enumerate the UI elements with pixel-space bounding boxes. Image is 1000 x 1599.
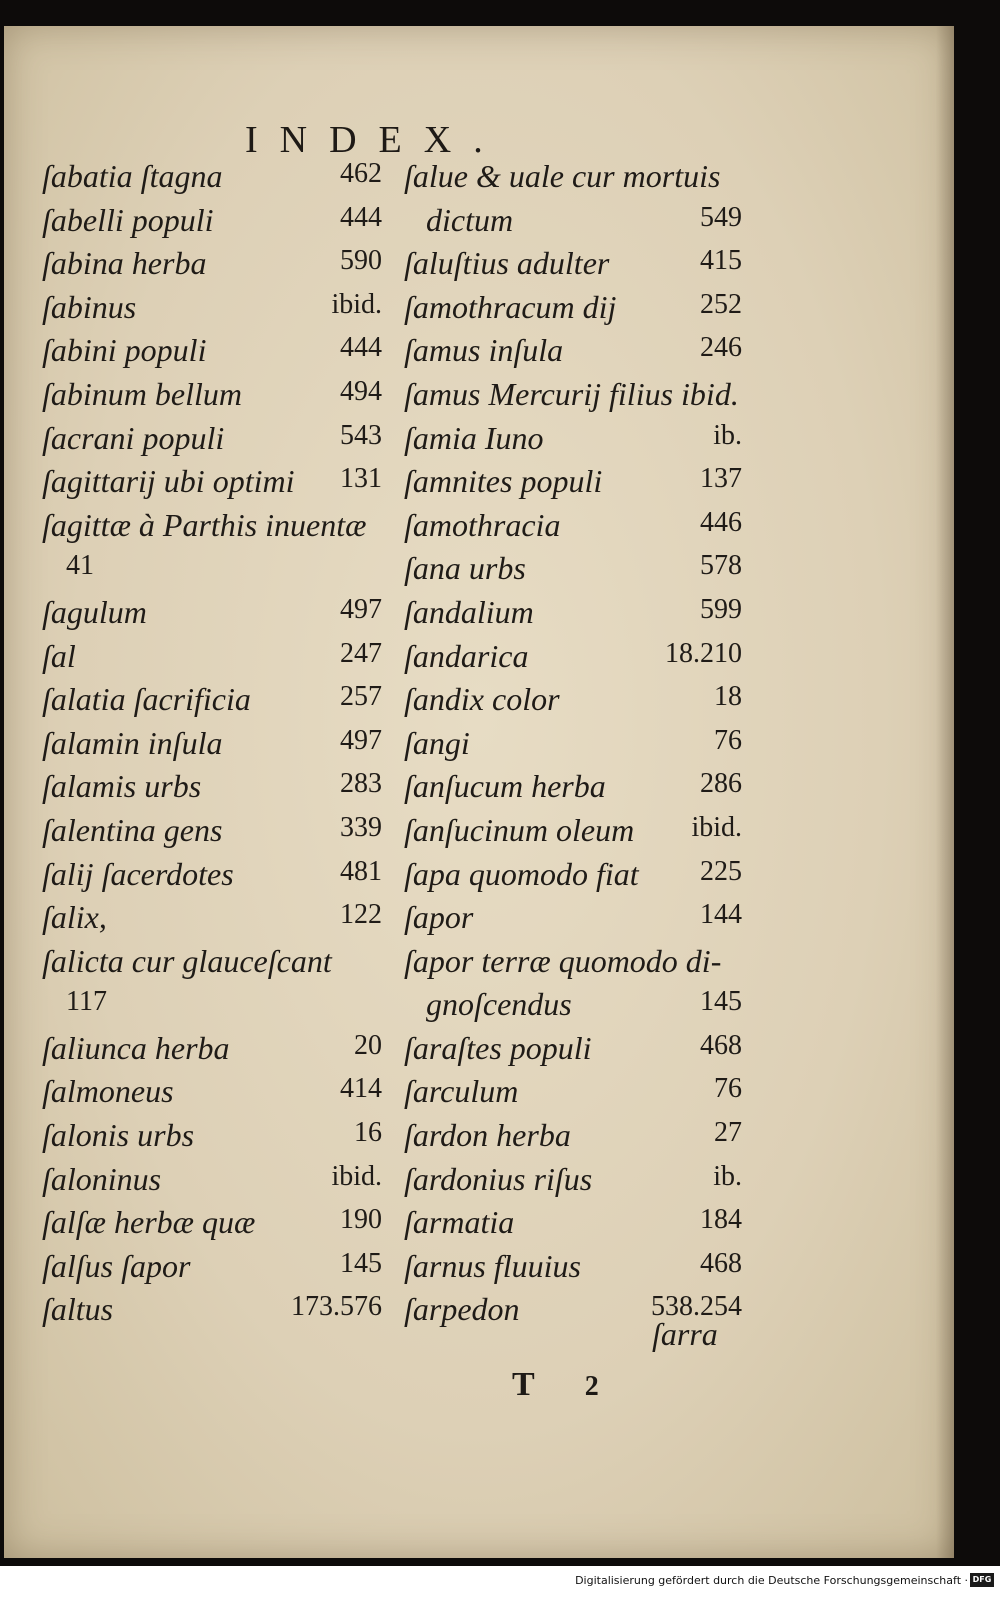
index-entry: [42, 202, 382, 246]
index-entry: [404, 1204, 742, 1248]
entry-term: ſalmoneus: [42, 1073, 174, 1110]
entry-term: ſacrani populi: [42, 419, 225, 456]
signature-number: 2: [584, 1371, 599, 1402]
entry-page-ref: 538.254: [651, 1291, 742, 1323]
index-entry: [42, 725, 382, 769]
entry-term: ſamothracia: [404, 506, 561, 543]
index-entry: [42, 1161, 382, 1205]
entry-term: ſabini populi: [42, 332, 207, 369]
index-entry: [42, 1291, 382, 1335]
catchword: ſarra: [652, 1316, 718, 1352]
entry-term: ſagittarij ubi optimi: [42, 463, 295, 500]
entry-page-ref: 20: [354, 1029, 382, 1061]
index-entry: [404, 638, 742, 682]
entry-page-ref: 76: [714, 724, 742, 756]
entry-page-ref: 145: [340, 1247, 382, 1279]
entry-page-ref: 76: [714, 1073, 742, 1105]
index-entry: [404, 202, 742, 246]
entry-page-ref: 16: [354, 1117, 382, 1149]
entry-page-ref: 339: [340, 811, 382, 843]
entry-term: ſalſus ſapor: [42, 1247, 191, 1284]
index-entry: [404, 158, 742, 202]
entry-term: ſalonis urbs: [42, 1117, 195, 1154]
entry-term: ſalix,: [42, 899, 107, 936]
index-entry: [42, 1073, 382, 1117]
entry-term: ſalamis urbs: [42, 768, 202, 805]
entry-page-ref: 497: [340, 593, 382, 625]
entry-term: ſapor terræ quomodo di-: [404, 942, 722, 979]
entry-term: ſanſucum herba: [404, 768, 606, 805]
index-entry: [42, 1030, 382, 1074]
entry-page-ref: 252: [700, 288, 742, 320]
index-entry: [404, 245, 742, 289]
index-entry: [404, 725, 742, 769]
entry-term: ſalicta cur glauceſcant: [42, 942, 332, 979]
entry-page-ref: 446: [700, 506, 742, 538]
index-entry: [404, 1030, 742, 1074]
entry-page-ref: 18: [714, 681, 742, 713]
index-entry: [42, 812, 382, 856]
entry-term: ſamia Iuno: [404, 419, 544, 456]
index-entry: [42, 986, 382, 1030]
entry-term: ſal: [42, 637, 76, 674]
index-entry: [42, 463, 382, 507]
page-edge-shadow: [936, 26, 954, 1558]
index-entry: [42, 594, 382, 638]
entry-term: ſardon herba: [404, 1117, 571, 1154]
entry-page-ref: 286: [700, 768, 742, 800]
entry-page-ref: 41: [66, 550, 94, 582]
index-entry: [404, 550, 742, 594]
index-entry: [42, 550, 382, 594]
index-entry: [404, 1248, 742, 1292]
entry-term: ſaliunca herba: [42, 1029, 230, 1066]
entry-term: ſalſæ herbæ quæ: [42, 1204, 256, 1241]
entry-term: ſabatia ſtagna: [42, 158, 223, 194]
entry-page-ref: 497: [340, 724, 382, 756]
entry-term: ſaloninus: [42, 1160, 162, 1197]
index-entry: [42, 245, 382, 289]
page-header: INDEX.: [245, 119, 505, 161]
entry-page-ref: 173.576: [291, 1291, 382, 1323]
signature-letter: T: [512, 1366, 535, 1403]
index-entry: [42, 1248, 382, 1292]
entry-page-ref: 444: [340, 332, 382, 364]
index-entry: [404, 986, 742, 1030]
entry-term: ſamnites populi: [404, 463, 603, 500]
dfg-logo: DFG: [970, 1573, 994, 1587]
footer-credit: Digitalisierung gefördert durch die Deutsche Forschungsgemeinschaft ·: [575, 1574, 968, 1587]
entry-term: ſangi: [404, 724, 470, 761]
index-entry: [404, 289, 742, 333]
index-entry: [404, 463, 742, 507]
entry-page-ref: 18.210: [665, 637, 742, 669]
entry-term: ſalamin inſula: [42, 724, 223, 761]
index-entry: [42, 158, 382, 202]
entry-term: ſabinus: [42, 288, 137, 325]
entry-page-ref: 468: [700, 1247, 742, 1279]
index-entry: [42, 856, 382, 900]
index-entry: [404, 1073, 742, 1117]
entry-page-ref: 481: [340, 855, 382, 887]
entry-page-ref: 549: [700, 201, 742, 233]
entry-term: ſagulum: [42, 593, 147, 630]
entry-page-ref: ibid.: [331, 288, 382, 320]
entry-term: ſarnus fluuius: [404, 1247, 581, 1284]
entry-page-ref: 137: [700, 463, 742, 495]
index-entry: [42, 943, 382, 987]
entry-term: ſamothracum dij: [404, 288, 617, 325]
entry-term: ſanſucinum oleum: [404, 811, 635, 848]
entry-term: ſagittæ à Parthis inuentæ: [42, 506, 367, 543]
entry-page-ref: ibid.: [331, 1160, 382, 1192]
index-entry: [404, 812, 742, 856]
index-entry: [42, 1204, 382, 1248]
entry-page-ref: 225: [700, 855, 742, 887]
entry-term: ſaluſtius adulter: [404, 245, 610, 282]
entry-page-ref: 578: [700, 550, 742, 582]
entry-page-ref: ib.: [713, 1160, 742, 1192]
signature-mark: [512, 1366, 599, 1404]
entry-page-ref: 599: [700, 593, 742, 625]
entry-term: ſamus Mercurij filius ibid.: [404, 375, 739, 412]
entry-page-ref: 590: [340, 245, 382, 277]
index-entry: [404, 1161, 742, 1205]
index-entry: [404, 332, 742, 376]
entry-term: ſaltus: [42, 1291, 114, 1328]
index-entry: [42, 289, 382, 333]
entry-term: ſabinum bellum: [42, 375, 242, 412]
index-entry: [404, 376, 742, 420]
entry-page-ref: 444: [340, 201, 382, 233]
entry-page-ref: 246: [700, 332, 742, 364]
entry-page-ref: 145: [700, 986, 742, 1018]
entry-term: ſarpedon: [404, 1291, 520, 1328]
entry-term: ſarculum: [404, 1073, 519, 1110]
entry-term: ſana urbs: [404, 550, 526, 587]
entry-term: ſabelli populi: [42, 201, 214, 238]
index-entry: [42, 638, 382, 682]
entry-term: ſandix color: [404, 681, 560, 718]
entry-term: dictum: [426, 201, 514, 238]
index-entry: [404, 594, 742, 638]
index-entry: [42, 332, 382, 376]
entry-term: ſarmatia: [404, 1204, 515, 1241]
entry-term: ſalentina gens: [42, 811, 223, 848]
entry-page-ref: 494: [340, 375, 382, 407]
entry-page-ref: ibid.: [691, 811, 742, 843]
entry-term: ſaraſtes populi: [404, 1029, 592, 1066]
entry-page-ref: 184: [700, 1204, 742, 1236]
entry-term: ſalue & uale cur mortuis: [404, 158, 721, 194]
entry-page-ref: 122: [340, 899, 382, 931]
index-entry: [404, 507, 742, 551]
entry-term: ſabina herba: [42, 245, 207, 282]
index-entry: [404, 856, 742, 900]
index-entry: [42, 681, 382, 725]
entry-term: ſandalium: [404, 593, 534, 630]
index-entry: [404, 768, 742, 812]
index-column-right: [404, 158, 742, 1335]
index-entry: [404, 420, 742, 464]
entry-page-ref: 415: [700, 245, 742, 277]
entry-term: ſalij ſacerdotes: [42, 855, 234, 892]
entry-term: ſalatia ſacrificia: [42, 681, 251, 718]
entry-page-ref: 131: [340, 463, 382, 495]
index-column-left: [42, 158, 382, 1335]
index-entry: [404, 943, 742, 987]
entry-page-ref: 117: [66, 986, 107, 1018]
index-entry: [42, 899, 382, 943]
index-entry: [42, 376, 382, 420]
entry-page-ref: 283: [340, 768, 382, 800]
entry-page-ref: 190: [340, 1204, 382, 1236]
entry-term: gnoſcendus: [426, 986, 572, 1023]
index-entry: [404, 681, 742, 725]
entry-term: ſamus inſula: [404, 332, 564, 369]
entry-page-ref: 27: [714, 1117, 742, 1149]
index-entry: [42, 1117, 382, 1161]
entry-term: ſandarica: [404, 637, 529, 674]
entry-term: ſapor: [404, 899, 474, 936]
entry-page-ref: 414: [340, 1073, 382, 1105]
entry-page-ref: 543: [340, 419, 382, 451]
index-entry: [42, 420, 382, 464]
index-entry: [404, 899, 742, 943]
index-entry: [404, 1117, 742, 1161]
entry-page-ref: 462: [340, 158, 382, 189]
entry-page-ref: 144: [700, 899, 742, 931]
entry-term: ſapa quomodo fiat: [404, 855, 639, 892]
entry-page-ref: ib.: [713, 419, 742, 451]
entry-page-ref: 468: [700, 1029, 742, 1061]
index-entry: [42, 768, 382, 812]
entry-term: ſardonius riſus: [404, 1160, 593, 1197]
index-entry: [42, 507, 382, 551]
entry-page-ref: 257: [340, 681, 382, 713]
entry-page-ref: 247: [340, 637, 382, 669]
footer-bar: [0, 1566, 1000, 1599]
